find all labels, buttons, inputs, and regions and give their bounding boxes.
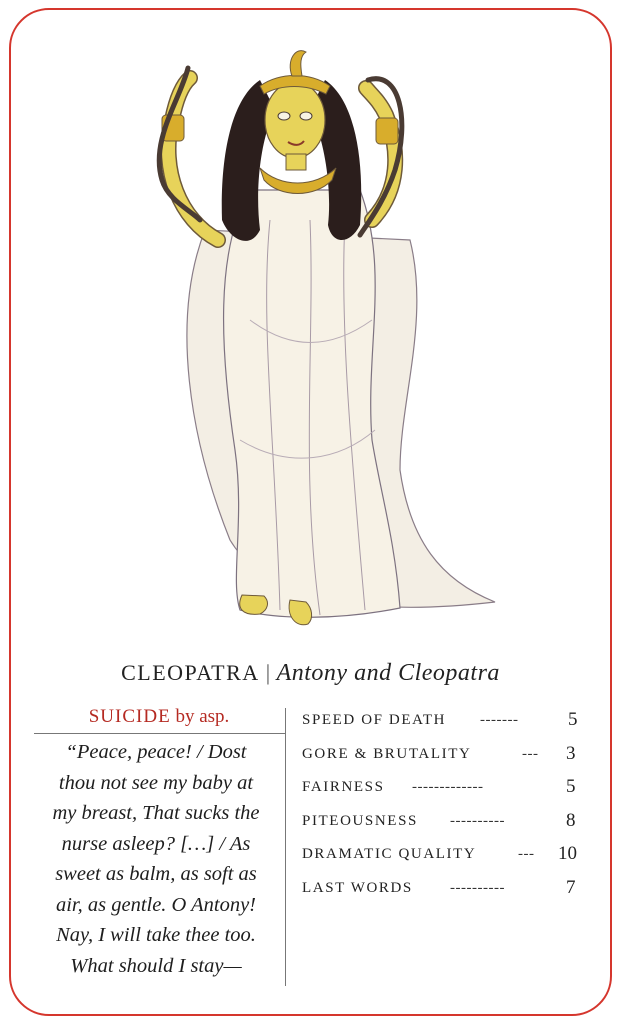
divider-vertical <box>285 708 286 986</box>
stat-row-fairness <box>302 775 592 809</box>
stat-value: 3 <box>566 742 576 764</box>
stat-value: 5 <box>568 709 578 730</box>
quote-line: thou not see my baby at <box>58 771 254 794</box>
stat-row-last-words <box>302 876 592 910</box>
stat-row-piteousness <box>302 809 592 843</box>
stat-label: DRAMATIC QUALITY <box>302 846 477 862</box>
quote-line: sweet as balm, as soft as <box>55 863 257 885</box>
stat-value: 8 <box>566 809 576 831</box>
cause-detail: by asp. <box>175 706 230 727</box>
stat-leader: --- <box>522 745 539 762</box>
cause-of-death <box>34 706 284 728</box>
quote-line: What should I stay— <box>70 954 242 977</box>
quote-line: “Peace, peace! / Dost <box>65 741 247 763</box>
quote-line: Nay, I will take thee too. <box>56 924 256 946</box>
stat-label: GORE & BRUTALITY <box>302 745 472 762</box>
stat-row-speed-of-death <box>302 708 592 742</box>
last-words-quote <box>30 737 282 981</box>
quote-line: my breast, That sucks the <box>52 802 260 824</box>
stat-leader: ---------- <box>450 812 505 829</box>
stat-label: LAST WORDS <box>302 879 413 896</box>
quote-line: air, as gentle. O Antony! <box>55 893 257 916</box>
stats-list <box>302 708 592 909</box>
stat-row-dramatic-quality <box>302 842 592 876</box>
stat-label: FAIRNESS <box>302 779 385 795</box>
card-heading <box>0 660 621 687</box>
quote-line: nurse asleep? […] / As <box>61 832 251 855</box>
stat-value: 5 <box>566 776 576 797</box>
character-name: CLEOPATRA <box>121 660 260 685</box>
stat-label: PITEOUSNESS <box>302 812 418 829</box>
cleopatra-illustration <box>110 20 510 640</box>
cause-type: SUICIDE <box>88 706 171 727</box>
stat-value: 10 <box>558 843 577 864</box>
stat-leader: ------- <box>480 712 519 728</box>
stat-leader: --- <box>518 846 535 862</box>
stat-leader: ------------- <box>412 779 484 795</box>
stat-row-gore-brutality <box>302 742 592 776</box>
stat-label: SPEED OF DEATH <box>302 712 447 728</box>
heading-separator: | <box>265 660 271 685</box>
play-title: Antony and Cleopatra <box>276 660 500 686</box>
stat-value: 7 <box>566 876 576 898</box>
divider-horizontal <box>34 733 286 734</box>
stat-leader: ---------- <box>450 879 505 896</box>
